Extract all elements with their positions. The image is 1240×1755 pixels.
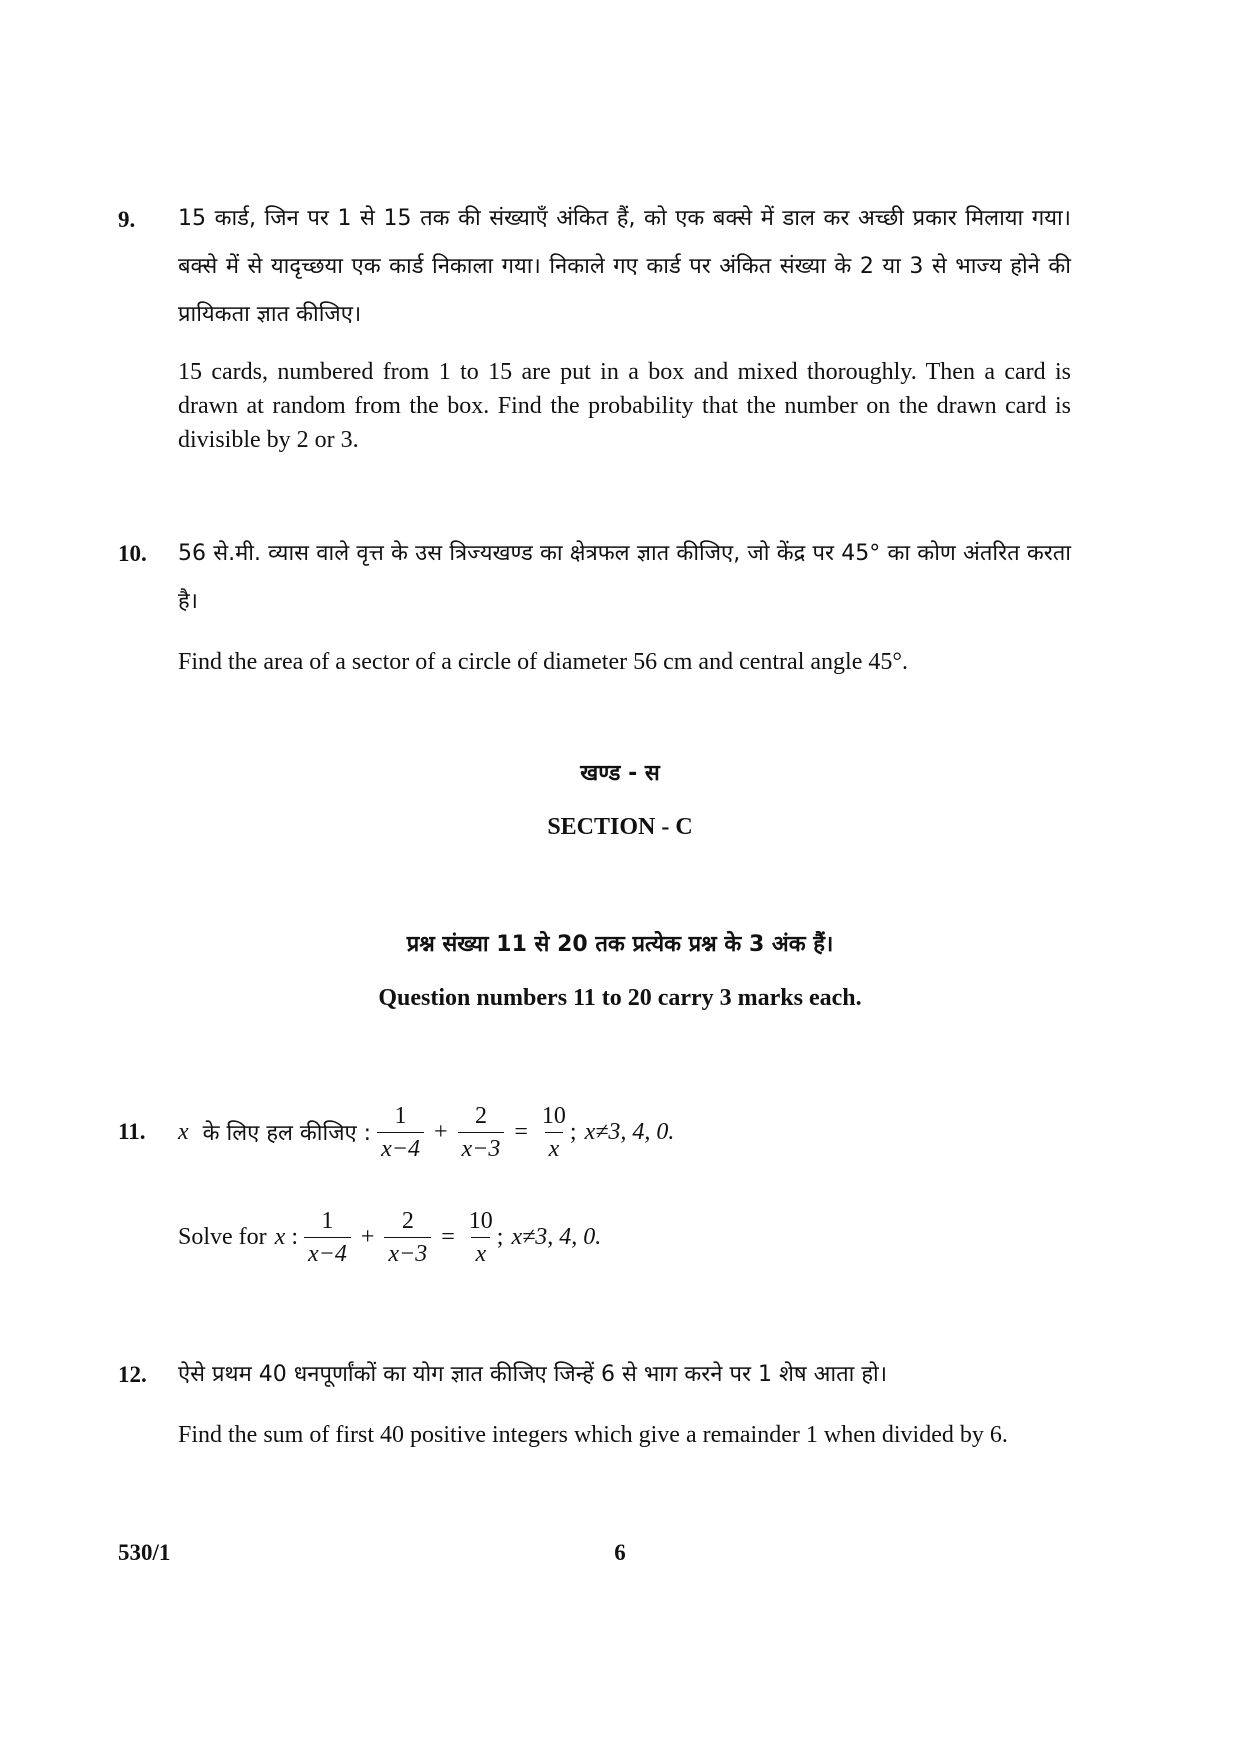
fraction-2: $\frac{2}{x-3}$: [384, 1207, 431, 1268]
colon: :: [291, 1223, 298, 1250]
section-instruction-hindi: प्रश्न संख्या 11 से 20 तक प्रत्येक प्रश्न के 3 अंक हैं।: [406, 932, 834, 957]
equals-operator: =: [514, 1118, 528, 1145]
equals-operator: =: [441, 1223, 455, 1250]
fraction-3: $\frac{10}{x}$: [468, 1207, 493, 1267]
question-10-english-block: [178, 645, 1071, 679]
question-11-english-prefix: Solve for: [178, 1223, 267, 1250]
question-11-english-equation: [178, 1202, 601, 1272]
question-11-condition: x≠3, 4, 0.: [584, 1118, 675, 1145]
question-10-hindi: 56 से.मी. व्यास वाले वृत्त के उस त्रिज्यखण्ड का क्षेत्रफल ज्ञात कीजिए, जो केंद्र पर 45° का कोण अंतरित करता है।: [178, 541, 1071, 614]
section-instruction-english: Question numbers 11 to 20 carry 3 marks each.: [378, 985, 862, 1011]
question-number-9: 9.: [118, 207, 136, 232]
question-number-12: 12.: [118, 1362, 147, 1387]
question-number-11: 11.: [118, 1119, 146, 1144]
question-10-english: Find the area of a sector of a circle of diameter 56 cm and central angle 45°.: [178, 649, 908, 675]
fraction-2: $\frac{2}{x-3}$: [458, 1102, 505, 1163]
question-9: [178, 195, 1071, 339]
page-number: 6: [614, 1540, 626, 1565]
semicolon: ;: [496, 1223, 504, 1250]
question-12-english: Find the sum of first 40 positive integers which give a remainder 1 when divided by 6.: [178, 1422, 1008, 1448]
fraction-3: $\frac{10}{x}$: [541, 1102, 566, 1162]
question-9-hindi: 15 कार्ड, जिन पर 1 से 15 तक की संख्याएँ अंकित हैं, को एक बक्से में डाल कर अच्छी प्रकार मिलाया गया। बक्से में से यादृच्छया एक कार्ड निकाला गया। निकाले गए कार्ड पर अंकित संख्या के 2 या 3 से भाज्य होने की प्रायिकता ज्ञात कीजिए।: [178, 206, 1071, 327]
section-title-hindi: खण्ड - स: [580, 761, 660, 786]
fraction-1: $\frac{1}{x-4}$: [304, 1207, 351, 1268]
question-9-english: 15 cards, numbered from 1 to 15 are put in a box and mixed thoroughly. Then a card is drawn at random from the box. Find the probability that the number on the drawn card is divisible by 2 or 3.: [178, 359, 1071, 453]
plus-operator: +: [360, 1223, 375, 1250]
plus-operator: +: [433, 1118, 448, 1145]
question-12-hindi: ऐसे प्रथम 40 धनपूर्णांकों का योग ज्ञात कीजिए जिन्हें 6 से भाग करने पर 1 शेष आता हो।: [178, 1362, 888, 1387]
question-11-hindi-prefix: के लिए हल कीजिए :: [202, 1121, 372, 1146]
variable-x: x: [274, 1223, 286, 1250]
question-9-english-block: [178, 355, 1071, 457]
question-number-10: 10.: [118, 541, 147, 566]
paper-code: 530/1: [118, 1540, 171, 1565]
question-12: [178, 1351, 1071, 1399]
question-12-english-block: [178, 1418, 1071, 1452]
fraction-1: $\frac{1}{x-4}$: [377, 1102, 424, 1163]
variable-x: x: [178, 1118, 189, 1145]
question-11-condition: x≠3, 4, 0.: [511, 1223, 602, 1250]
question-11-hindi-equation: [178, 1097, 674, 1167]
semicolon: ;: [569, 1118, 577, 1145]
section-title-english: SECTION - C: [547, 814, 693, 840]
question-10: [178, 530, 1071, 626]
